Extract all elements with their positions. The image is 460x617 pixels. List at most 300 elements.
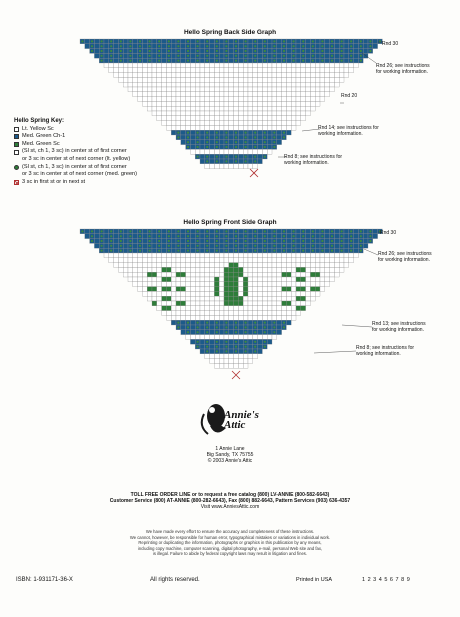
stitch-dot [158,40,160,42]
stitch-dot [235,50,237,52]
grid-cell [344,243,349,248]
grid-cell [190,58,195,63]
grid-cell [219,159,224,164]
grid-cell [286,282,291,287]
grid-cell [219,253,224,258]
grid-cell [142,101,147,106]
grid-cell [262,125,267,130]
grid-cell [118,267,123,272]
stitch-dot [206,341,208,343]
stitch-dot [110,55,112,57]
grid-cell [205,301,210,306]
grid-cell [114,63,119,68]
grid-cell [238,267,243,272]
grid-cell [296,311,301,316]
grid-cell [200,267,205,272]
grid-cell [171,282,176,287]
grid-cell [229,135,234,140]
grid-cell [267,263,272,268]
grid-cell [219,287,224,292]
grid-cell [219,239,224,244]
grid-cell [229,44,234,49]
grid-cell [128,87,133,92]
stitch-dot [81,40,83,42]
grid-cell [248,315,253,320]
grid-cell [243,92,248,97]
grid-cell [267,92,272,97]
stitch-key [14,118,164,186]
grid-cell [301,267,306,272]
grid-cell [258,140,263,145]
grid-cell [267,53,272,58]
grid-cell [229,239,234,244]
grid-cell [310,296,315,301]
color-swatch [14,127,19,132]
grid-cell [238,140,243,145]
grid-cell [200,229,205,234]
grid-cell [248,282,253,287]
grid-cell [162,73,167,78]
grid-cell [267,106,272,111]
grid-cell [210,248,215,253]
stitch-dot [91,240,93,242]
grid-cell [214,306,219,311]
grid-cell [219,306,224,311]
grid-cell [114,239,119,244]
grid-cell [118,73,123,78]
stitch-dot [321,230,323,232]
grid-cell [325,77,330,82]
stitch-dot [187,326,189,328]
grid-cell [190,277,195,282]
stitch-dot [187,331,189,333]
grid-cell [243,125,248,130]
grid-cell [238,92,243,97]
stitch-dot [216,60,218,62]
stitch-dot [187,40,189,42]
grid-cell [229,311,234,316]
grid-cell [166,306,171,311]
stitch-dot [245,331,247,333]
stitch-dot [293,55,295,57]
grid-cell [200,296,205,301]
grid-cell [253,111,258,116]
grid-cell [205,296,210,301]
grid-cell [272,73,277,78]
stitch-dot [158,55,160,57]
grid-cell [162,111,167,116]
grid-cell [344,58,349,63]
grid-cell [190,239,195,244]
grid-cell [296,101,301,106]
grid-cell [229,272,234,277]
grid-cell [306,97,311,102]
grid-cell [219,282,224,287]
grid-cell [229,263,234,268]
stitch-dot [158,60,160,62]
stitch-dot [321,245,323,247]
grid-cell [234,282,239,287]
grid-cell [286,291,291,296]
grid-cell [344,263,349,268]
stitch-dot [293,60,295,62]
stitch-dot [245,146,247,148]
grid-cell [334,229,339,234]
grid-cell [296,234,301,239]
grid-cell [210,77,215,82]
grid-cell [214,82,219,87]
stitch-dot [254,250,256,252]
grid-cell [296,121,301,126]
grid-cell [138,82,143,87]
grid-cell [224,335,229,340]
grid-cell [162,291,167,296]
grid-cell [190,101,195,106]
grid-cell [157,97,162,102]
grid-cell [219,344,224,349]
grid-cell [190,44,195,49]
grid-cell [176,282,181,287]
grid-cell [330,77,335,82]
grid-cell [109,68,114,73]
grid-cell [210,311,215,316]
grid-cell [200,97,205,102]
front-graph-title: Hello Spring Front Side Graph [183,219,277,226]
grid-cell [291,263,296,268]
grid-cell [162,63,167,68]
stitch-dot [264,55,266,57]
stitch-dot [302,235,304,237]
grid-cell [282,296,287,301]
grid-cell [238,58,243,63]
grid-cell [248,92,253,97]
grid-cell [277,101,282,106]
grid-cell [291,101,296,106]
grid-cell [277,272,282,277]
grid-cell [224,125,229,130]
grid-cell [166,92,171,97]
grid-cell [123,229,128,234]
grid-cell [104,234,109,239]
grid-cell [277,87,282,92]
grid-cell [200,116,205,121]
grid-cell [234,311,239,316]
grid-cell [195,267,200,272]
grid-cell [162,58,167,63]
grid-cell [200,311,205,316]
grid-cell [219,135,224,140]
grid-cell [181,301,186,306]
stitch-dot [177,132,179,134]
grid-cell [152,263,157,268]
grid-cell [162,106,167,111]
grid-cell [267,248,272,253]
disclaimer: We have made every effort to ensure the accuracy and completeness of these instructions. We cannot, however, be responsible for human error, typographical mistakes or variations in individual work. Reprinting or duplicating the information, photographs or graphics in this publication by any means, including copy machine, computer scanning, digital photography, e-mail, personal Web site and fax, is illegal. Failure to abide by federal copyright laws may result in litigation and fines. [129,529,331,557]
grid-cell [162,277,167,282]
stitch-dot [321,50,323,52]
grid-cell [138,73,143,78]
grid-cell [243,263,248,268]
grid-cell [210,130,215,135]
grid-cell [166,77,171,82]
grid-cell [128,277,133,282]
grid-cell [296,116,301,121]
grid-cell [195,291,200,296]
grid-cell [238,301,243,306]
stitch-dot [283,322,285,324]
stitch-dot [197,45,199,47]
grid-cell [147,291,152,296]
stitch-dot [360,60,362,62]
grid-cell [138,63,143,68]
stitch-dot [245,341,247,343]
grid-cell [219,248,224,253]
grid-cell [166,116,171,121]
grid-cell [354,44,359,49]
grid-cell [195,253,200,258]
grid-cell [315,92,320,97]
grid-cell [248,106,253,111]
grid-cell [234,92,239,97]
grid-cell [142,229,147,234]
stitch-dot [273,60,275,62]
stitch-dot [235,326,237,328]
grid-cell [315,234,320,239]
grid-cell [310,287,315,292]
grid-cell [147,287,152,292]
grid-cell [258,272,263,277]
stitch-dot [158,250,160,252]
grid-cell [243,253,248,258]
grid-cell [344,239,349,244]
key-row [14,171,164,179]
grid-cell [277,239,282,244]
grid-cell [277,287,282,292]
grid-cell [162,229,167,234]
grid-cell [262,106,267,111]
grid-cell [195,149,200,154]
stitch-dot [177,230,179,232]
grid-cell [214,164,219,169]
grid-cell [262,296,267,301]
grid-cell [123,53,128,58]
grid-cell [315,58,320,63]
grid-cell [253,253,258,258]
grid-cell [234,73,239,78]
grid-cell [282,68,287,73]
grid-cell [238,159,243,164]
grid-cell [262,116,267,121]
grid-cell [176,111,181,116]
stitch-dot [254,230,256,232]
grid-cell [258,125,263,130]
grid-cell [238,363,243,368]
grid-cell [181,258,186,263]
stitch-dot [254,341,256,343]
grid-cell [224,87,229,92]
grid-cell [157,306,162,311]
grid-cell [267,63,272,68]
stitch-dot [81,230,83,232]
grid-cell [152,39,157,44]
grid-cell [190,320,195,325]
grid-cell [229,111,234,116]
grid-cell [133,277,138,282]
grid-cell [214,258,219,263]
grid-cell [152,253,157,258]
grid-cell [142,291,147,296]
grid-cell [94,243,99,248]
grid-cell [186,77,191,82]
grid-cell [224,301,229,306]
grid-cell [253,68,258,73]
grid-cell [262,301,267,306]
grid-cell [325,87,330,92]
grid-cell [171,82,176,87]
stitch-dot [187,45,189,47]
grid-cell [243,335,248,340]
grid-cell [306,77,311,82]
stitch-dot [331,40,333,42]
grid-cell [282,87,287,92]
grid-cell [315,272,320,277]
stitch-dot [369,45,371,47]
grid-cell [258,301,263,306]
grid-cell [267,339,272,344]
grid-cell [186,272,191,277]
grid-cell [138,287,143,292]
stitch-dot [302,50,304,52]
grid-cell [282,287,287,292]
grid-cell [200,349,205,354]
stitch-dot [225,50,227,52]
grid-cell [296,301,301,306]
grid-cell [214,116,219,121]
grid-cell [277,320,282,325]
grid-cell [282,125,287,130]
grid-cell [152,101,157,106]
grid-cell [306,277,311,282]
grid-cell [229,53,234,58]
grid-cell [238,229,243,234]
grid-cell [166,121,171,126]
stitch-dot [101,230,103,232]
stitch-dot [110,240,112,242]
grid-cell [272,97,277,102]
grid-cell [306,39,311,44]
grid-cell [205,267,210,272]
grid-cell [186,97,191,102]
grid-cell [186,301,191,306]
grid-cell [286,130,291,135]
grid-cell [349,253,354,258]
grid-cell [267,272,272,277]
grid-cell [152,49,157,54]
key-label: (Sl st, ch 1, 3 sc) in center st of first corner [22,148,127,155]
grid-cell [248,291,253,296]
stitch-dot [225,240,227,242]
grid-cell [219,325,224,330]
stitch-dot [177,55,179,57]
grid-cell [243,315,248,320]
grid-cell [162,53,167,58]
grid-cell [200,291,205,296]
grid-cell [219,101,224,106]
grid-cell [272,267,277,272]
grid-cell [310,291,315,296]
stitch-dot [264,50,266,52]
grid-cell [162,82,167,87]
stitch-dot [139,240,141,242]
grid-cell [291,87,296,92]
grid-cell [229,359,234,364]
grid-cell [282,101,287,106]
grid-cell [286,101,291,106]
grid-cell [262,282,267,287]
stitch-dot [350,245,352,247]
grid-cell [195,258,200,263]
grid-cell [334,53,339,58]
grid-cell [315,63,320,68]
grid-cell [373,44,378,49]
grid-cell [277,253,282,258]
grid-cell [128,258,133,263]
grid-cell [253,335,258,340]
grid-cell [181,248,186,253]
grid-cell [195,306,200,311]
grid-cell [210,145,215,150]
grid-cell [296,229,301,234]
grid-cell [272,282,277,287]
stitch-dot [254,141,256,143]
stitch-dot [206,346,208,348]
grid-cell [262,121,267,126]
grid-cell [277,291,282,296]
grid-cell [315,263,320,268]
grid-cell [267,267,272,272]
grid-cell [258,248,263,253]
grid-cell [291,311,296,316]
grid-cell [248,354,253,359]
stitch-dot [293,45,295,47]
grid-cell [330,68,335,73]
grid-cell [339,63,344,68]
grid-cell [258,344,263,349]
grid-cell [310,263,315,268]
stitch-dot [197,136,199,138]
grid-cell [210,116,215,121]
stitch-dot [331,55,333,57]
grid-cell [320,277,325,282]
grid-cell [166,73,171,78]
grid-cell [272,77,277,82]
grid-cell [267,253,272,258]
grid-cell [229,349,234,354]
grid-cell [267,301,272,306]
stitch-dot [331,250,333,252]
stitch-dot [149,50,151,52]
grid-cell [238,320,243,325]
grid-cell [214,296,219,301]
grid-cell [301,97,306,102]
grid-cell [286,63,291,68]
grid-cell [142,253,147,258]
grid-cell [248,258,253,263]
grid-cell [229,296,234,301]
stitch-dot [168,240,170,242]
key-label: Lt. Yellow Sc [22,125,54,132]
website-line[interactable]: Visit www.AnniesAttic.com [200,504,260,511]
